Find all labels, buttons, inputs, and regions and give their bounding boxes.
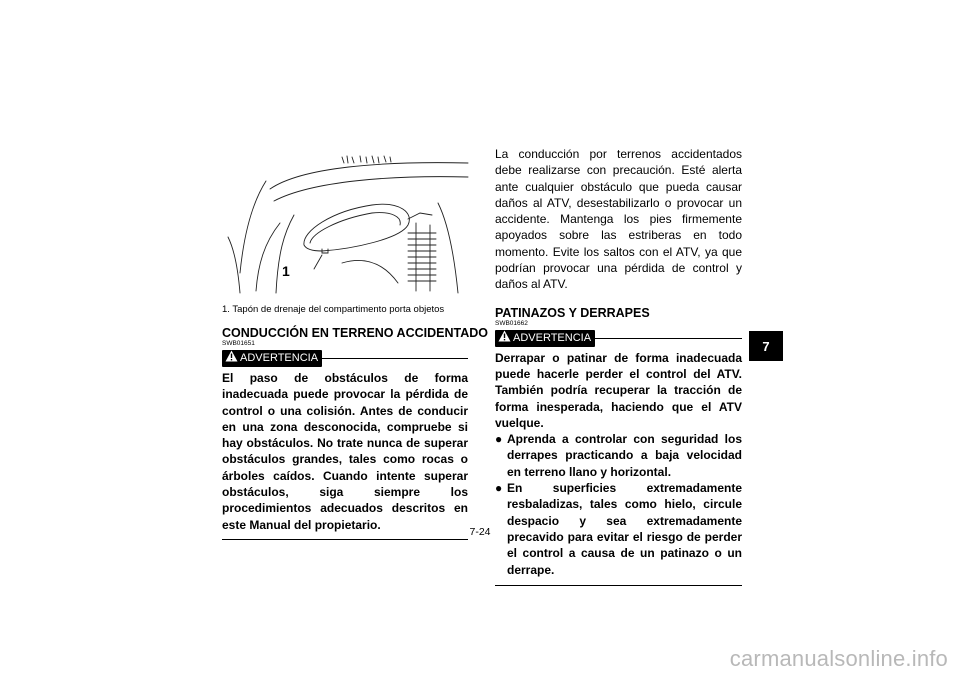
intro-paragraph: La conducción por terrenos accidentados debe realizarse con precaución. Esté alerta ante cualquier obstáculo que pueda causar daños al ATV, desestabilizarlo o provocar un accidente. Mantenga los pies firmemente apoyados sobre las estriberas en todo momento. Evite los saltos con el ATV, ya que podrían provocar una pérdida de control y daños al ATV. [495,147,742,292]
atv-storage-drawing [222,153,470,299]
chapter-tab: 7 [749,331,783,361]
page-number: 7-24 [469,526,491,538]
warning-end-rule [222,539,468,540]
warning-text: Derrapar o patinar de forma inadecuada puede hacerle perder el control del ATV. También podría recuperar la tracción de forma inesperada, haciendo que el ATV vuelque. [495,350,742,430]
warning-end-rule [495,585,742,586]
warning-text: El paso de obstáculos de forma inadecuada puede provocar la pérdida de control o una colisión. Antes de conducir en una zona desconocida, compruebe si hay obstáculos. No trate nunca de superar obstáculos grandes, tales como rocas o árboles caídos. Cuando intente superar obstáculos, siga siempre los procedimientos adecuados descritos en este Manual del propietario. [222,371,468,532]
storage-drain-illustration [222,153,470,299]
warning-banner [495,330,742,347]
warning-label: ADVERTENCIA [240,352,319,364]
warning-banner [222,350,468,367]
right-column [495,146,742,586]
list-item: ● En superficies extremadamente resbaladizas, tales como hielo, circule despacio y sea extremadamente precavido para evitar el riesgo de perder el control a causa de un patinazo o un derrape. [495,481,742,577]
section-code: SWB01651 [222,340,255,347]
warning-rule [322,358,468,359]
section-heading-rough-terrain: CONDUCCIÓN EN TERRENO ACCIDENTADO [222,326,488,340]
warning-badge [495,330,595,347]
warning-triangle-icon [498,330,511,347]
safety-bullet-list [495,431,742,578]
callout-1: 1 [282,263,290,279]
section-code: SWB01662 [495,319,528,327]
bullet-icon: ● [495,481,503,496]
warning-rule [595,338,742,339]
section-heading-skidding: PATINAZOS Y DERRAPES [495,305,650,320]
site-watermark: carmanualsonline.info [729,646,948,671]
warning-triangle-icon [225,350,238,367]
bullet-icon: ● [495,432,503,447]
list-item: ● Aprenda a controlar con seguridad los derrapes practicando a baja velocidad en terreno llano y horizontal. [495,432,742,479]
figure-caption: 1. Tapón de drenaje del compartimento porta objetos [222,304,445,315]
warning-badge [222,350,322,367]
warning-label: ADVERTENCIA [513,331,592,344]
